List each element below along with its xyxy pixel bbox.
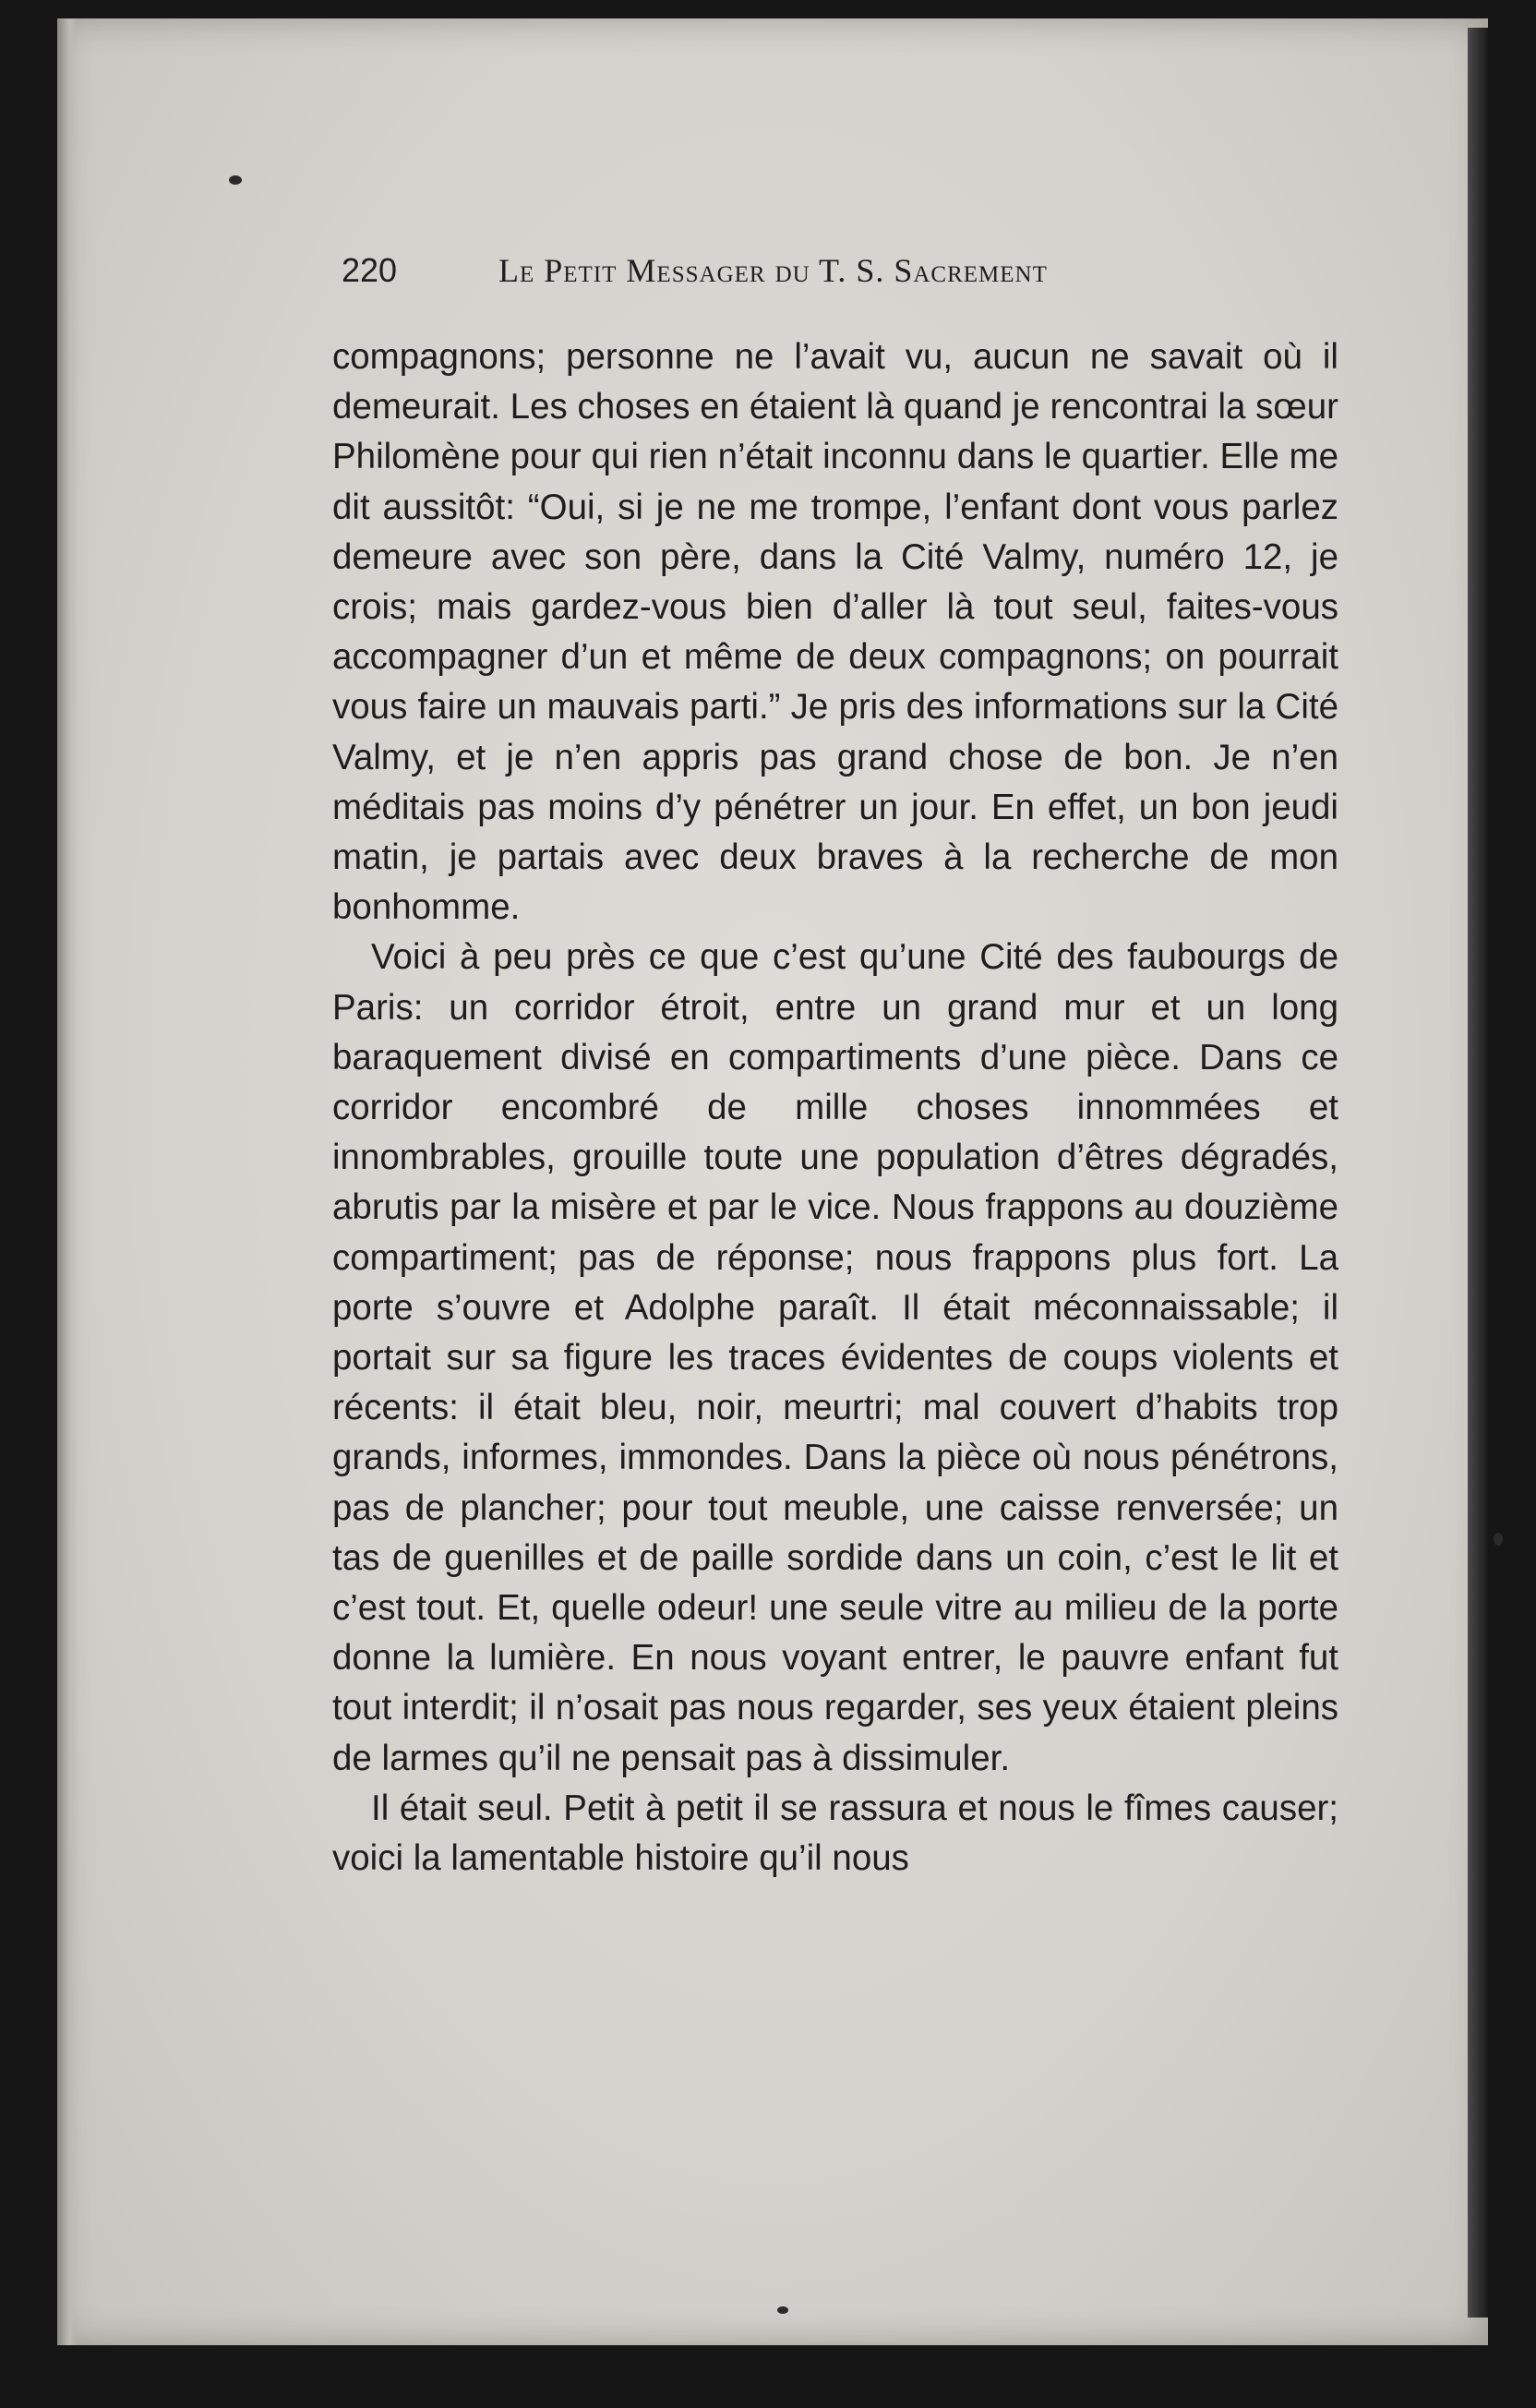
page-binding-edge [57,18,78,2345]
body-text [332,332,1338,1884]
paragraph: Voici à peu près ce que c’est qu’une Cité des faubourgs de Paris: un corridor étroit, entre un grand mur et un long baraquement divisé en compartiments d’une pièce. Dans ce corridor encombré de mille choses innommées et innombrables, grouille toute une population d’êtres dégradés, abrutis par la misère et par le vice. Nous frappons au douzième compartiment; pas de réponse; nous frappons plus fort. La porte s’ouvre et Adolphe paraît. Il était méconnaissable; il portait sur sa figure les traces évidentes de coups violents et récents: il était bleu, noir, meurtri; mal couvert d’habits trop grands, informes, immondes. Dans la pièce où nous pénétrons, pas de plancher; pour tout meuble, une caisse renversée; un tas de guenilles et de paille sordide dans un coin, c’est le lit et c’est tout. Et, quelle odeur! une seule vitre au milieu de la porte donne la lumière. En nous voyant entrer, le pauvre enfant fut tout interdit; il n’osait pas nous regarder, ses yeux étaient pleins de larmes qu’il ne pensait pas à dissimuler. [332,937,1338,1778]
ink-speck [1494,1533,1503,1546]
ink-speck [229,175,242,185]
running-title: Le Petit Messager du T. S. Sacrement [498,252,1048,289]
ink-speck [777,2306,788,2314]
page-right-edge [1468,28,1488,2318]
running-header [342,247,1265,303]
paragraph: Il était seul. Petit à petit il se rassura et nous le fîmes causer; voici la lamentable histoire qu’il nous [332,1788,1338,1879]
page-number: 220 [342,251,398,289]
paragraph: compagnons; personne ne l’avait vu, aucun ne savait où il demeurait. Les choses en étaient là quand je rencontrai la sœur Philomène pour qui rien n’était inconnu dans le quartier. Elle me dit aussitôt: “Oui, si je ne me trompe, l’enfant dont vous parlez demeure avec son père, dans la Cité Valmy, numéro 12, je crois; mais gardez-vous bien d’aller là tout seul, faites-vous accompagner d’un et même de deux compagnons; on pourrait vous faire un mauvais parti.” Je pris des informations sur la Cité Valmy, et je n’en appris pas grand chose de bon. Je n’en méditais pas moins d’y pénétrer un jour. En effet, un bon jeudi matin, je partais avec deux braves à la recherche de mon bonhomme. [332,337,1338,928]
